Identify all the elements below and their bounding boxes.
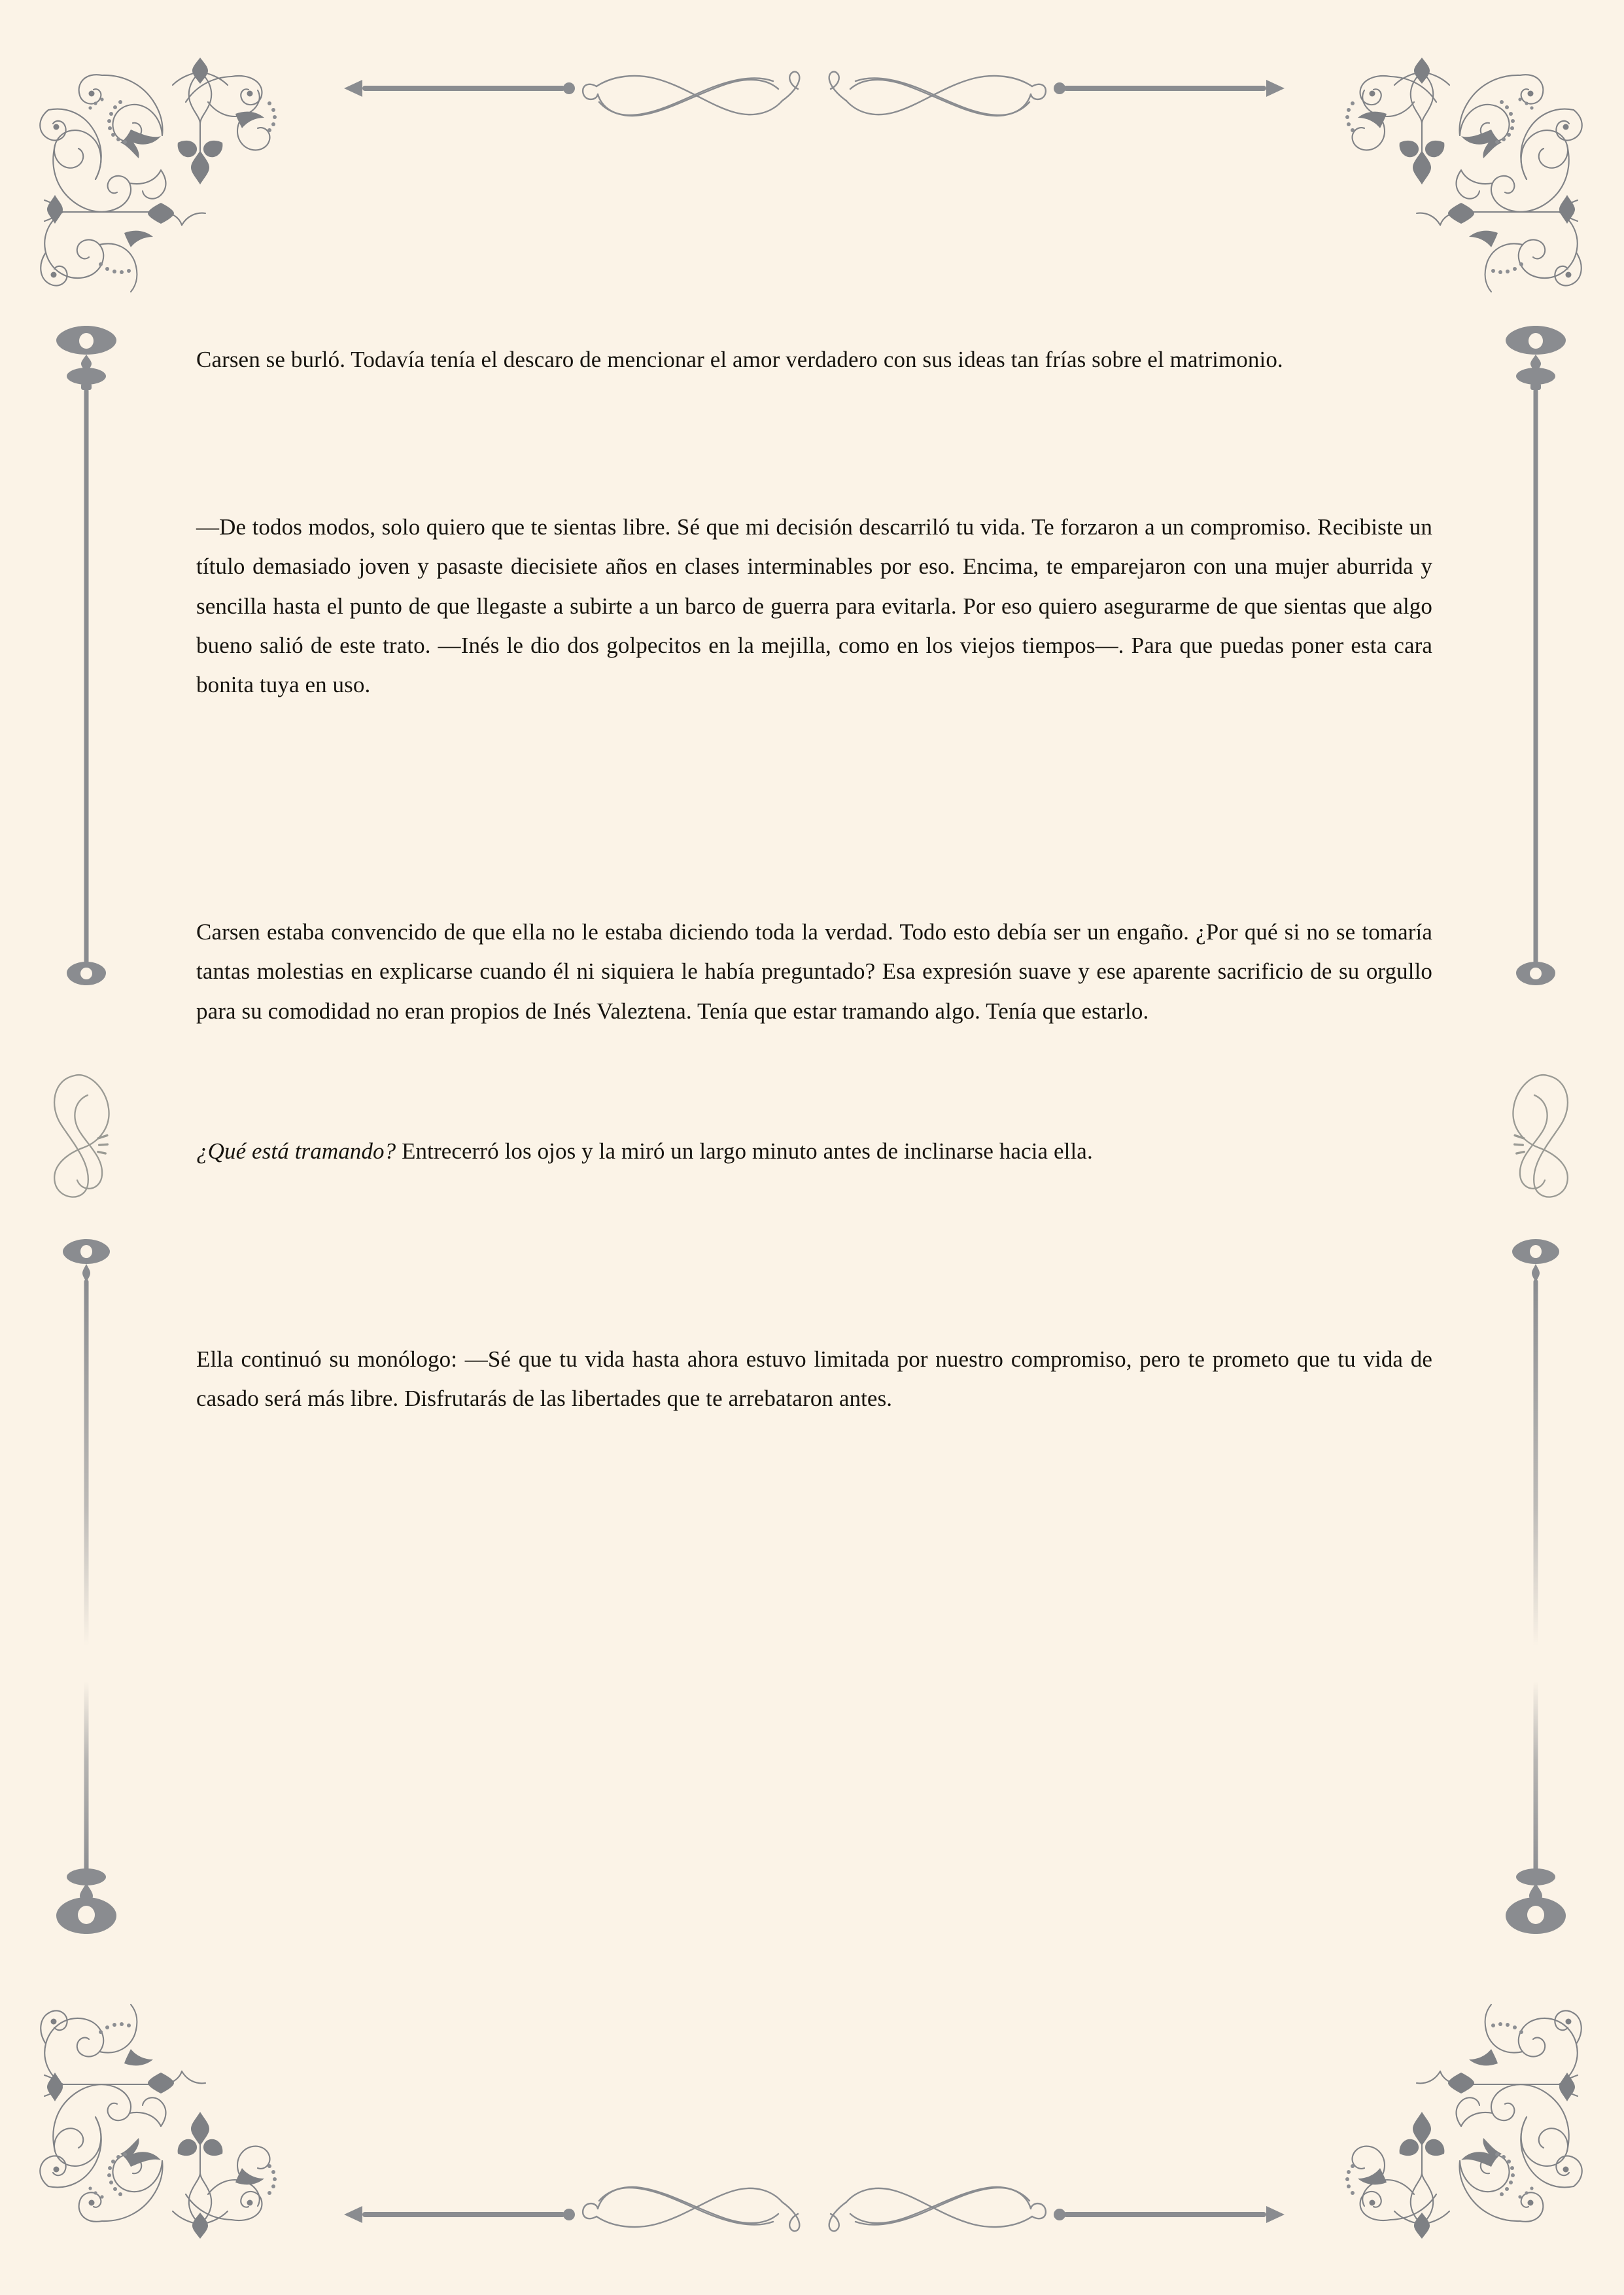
paragraph-5: Ella continuó su monólogo: —Sé que tu vida hasta ahora estuvo limitada por nuestro compromiso, pero te prometo que tu vida de casado será más libre. Disfrutarás de las libertades que te arrebataron antes.: [196, 1346, 1432, 1412]
corner-filigree-ornament-bottom-right: [1308, 1989, 1583, 2251]
paragraph-spacer: [196, 705, 1432, 913]
paragraph-1: Carsen se burló. Todavía tenía el descaro de mencionar el amor verdadero con sus ideas tan frías sobre el matrimonio.: [196, 347, 1283, 372]
paragraph-2: —De todos modos, solo quiero que te sientas libre. Sé que mi decisión descarriló tu vida. Te forzaron a un compromiso. Recibiste un título demasiado joven y pasaste diecisiete años en clases interminables por eso. Encima, te emparejaron con una mujer aburrida y sencilla hasta el punto de que llegaste a subirte a un barco de guerra para evitarla. Por eso quiero asegurarme de que sientas que algo bueno salió de este trato. —Inés le dio dos golpecitos en la mejilla, como en los viejos tiempos—. Para que puedas poner esta cara bonita tuya en uso.: [196, 514, 1432, 697]
paragraph-spacer: [196, 379, 1432, 508]
body-text-column: [196, 340, 1432, 1418]
finial-rod-ornament-right-middle: [1496, 1235, 1575, 1654]
finial-rod-ornament-left-upper: [47, 321, 126, 1034]
finial-rod-ornament-left-lower: [47, 1681, 126, 1943]
finial-rod-ornament-right-upper: [1496, 321, 1575, 1034]
finial-rod-ornament-right-lower: [1496, 1681, 1575, 1943]
infinity-knot-ornament-right: [1490, 1055, 1581, 1199]
paragraph-3: Carsen estaba convencido de que ella no le estaba diciendo toda la verdad. Todo esto debía ser un engaño. ¿Por qué si no se tomaría tantas molestias en explicarse cuando él ni siquiera le había preguntado? Esa expresión suave y ese aparente sacrificio de su orgullo para su comodidad no eran propios de Inés Valeztena. Tenía que estar tramando algo. Tenía que estarlo.: [196, 919, 1432, 1024]
paragraph-4-italic-lead: ¿Qué está tramando?: [196, 1138, 396, 1164]
paragraph-4-text: Entrecerró los ojos y la miró un largo minuto antes de inclinarse hacia ella.: [396, 1138, 1093, 1164]
paragraph-spacer: [196, 1171, 1432, 1340]
corner-filigree-ornament-top-right: [1308, 46, 1583, 307]
paragraph-4: [196, 1132, 1432, 1171]
infinity-knot-ornament-left: [41, 1055, 132, 1199]
scroll-flourish-divider-top: [340, 52, 1288, 124]
corner-filigree-ornament-top-left: [39, 46, 314, 307]
finial-rod-ornament-left-middle: [47, 1235, 126, 1654]
scroll-flourish-divider-bottom: [340, 2179, 1288, 2251]
paragraph-spacer: [196, 1031, 1432, 1132]
corner-filigree-ornament-bottom-left: [39, 1989, 314, 2251]
